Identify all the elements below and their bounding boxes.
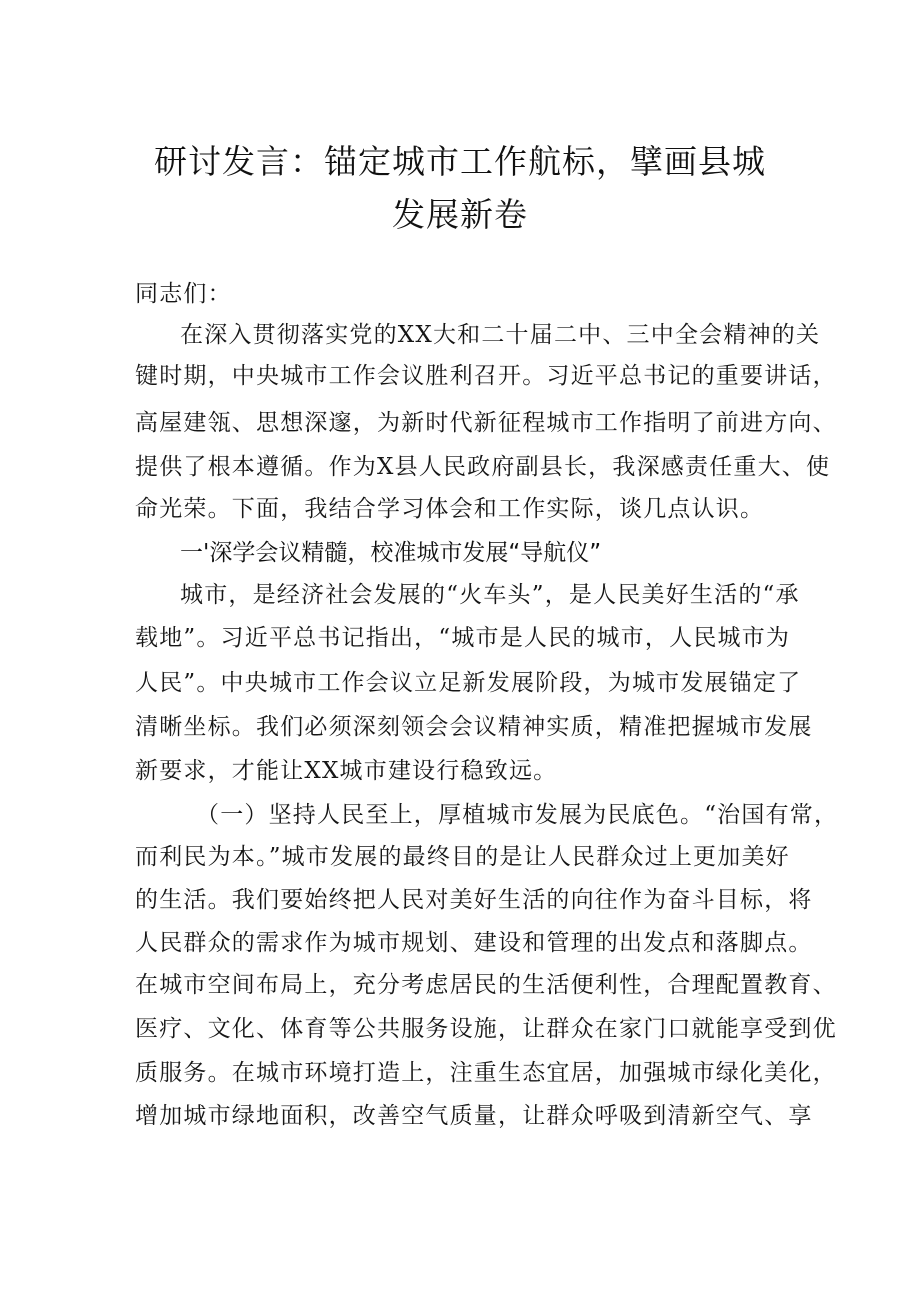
paragraph-line: 键时期，中央城市工作会议胜利召开。习近平总书记的重要讲话， [135,363,837,389]
document-title-line-1: 研讨发言：锚定城市工作航标，擘画县城 [154,142,766,181]
paragraph-line: 人民”。中央城市工作会议立足新发展阶段，为城市发展锚定了 [135,670,802,696]
section-heading-1: 一'深学会议精髓，校准城市发展“导航仪” [180,540,602,566]
paragraph-line: 人民群众的需求作为城市规划、建设和管理的出发点和落脚点。 [135,930,813,956]
paragraph-line: 命光荣。下面，我结合学习体会和工作实际，谈几点认识。 [135,496,765,522]
salutation: 同志们： [135,281,232,307]
paragraph-line: （一）坚持人民至上，厚植城市发展为民底色。“治国有常， [196,802,839,828]
document-title-line-2: 发展新卷 [392,195,528,234]
paragraph-line: 医疗、文化、体育等公共服务设施，让群众在家门口就能享受到优 [135,1016,837,1042]
paragraph-line: 在城市空间布局上，充分考虑居民的生活便利性，合理配置教育、 [135,972,837,998]
paragraph-line: 新要求，才能让XX城市建设行稳致远。 [135,758,558,784]
paragraph-line: 提供了根本遵循。作为X县人民政府副县长，我深感责任重大、使 [135,454,831,480]
paragraph-line: 载地”。习近平总书记指出，“城市是人民的城市，人民城市为 [135,625,791,651]
paragraph-line: 质服务。在城市环境打造上，注重生态宜居，加强城市绿化美化， [135,1060,837,1086]
paragraph-line: 的生活。我们要始终把人民对美好生活的向往作为奋斗目标，将 [135,887,813,913]
paragraph-line: 增加城市绿地面积，改善空气质量，让群众呼吸到清新空气、享 [135,1103,813,1129]
paragraph-line: 而利民为本。”城市发展的最终目的是让人民群众过上更加美好 [135,844,790,870]
paragraph-line: 高屋建瓴、思想深邃，为新时代新征程城市工作指明了前进方向、 [135,410,837,436]
paragraph-line: 城市，是经济社会发展的“火车头”，是人民美好生活的“承 [180,582,800,608]
paragraph-line: 清晰坐标。我们必须深刻领会会议精神实质，精准把握城市发展 [135,714,813,740]
paragraph-line: 在深入贯彻落实党的XX大和二十届二中、三中全会精神的关 [180,322,821,348]
